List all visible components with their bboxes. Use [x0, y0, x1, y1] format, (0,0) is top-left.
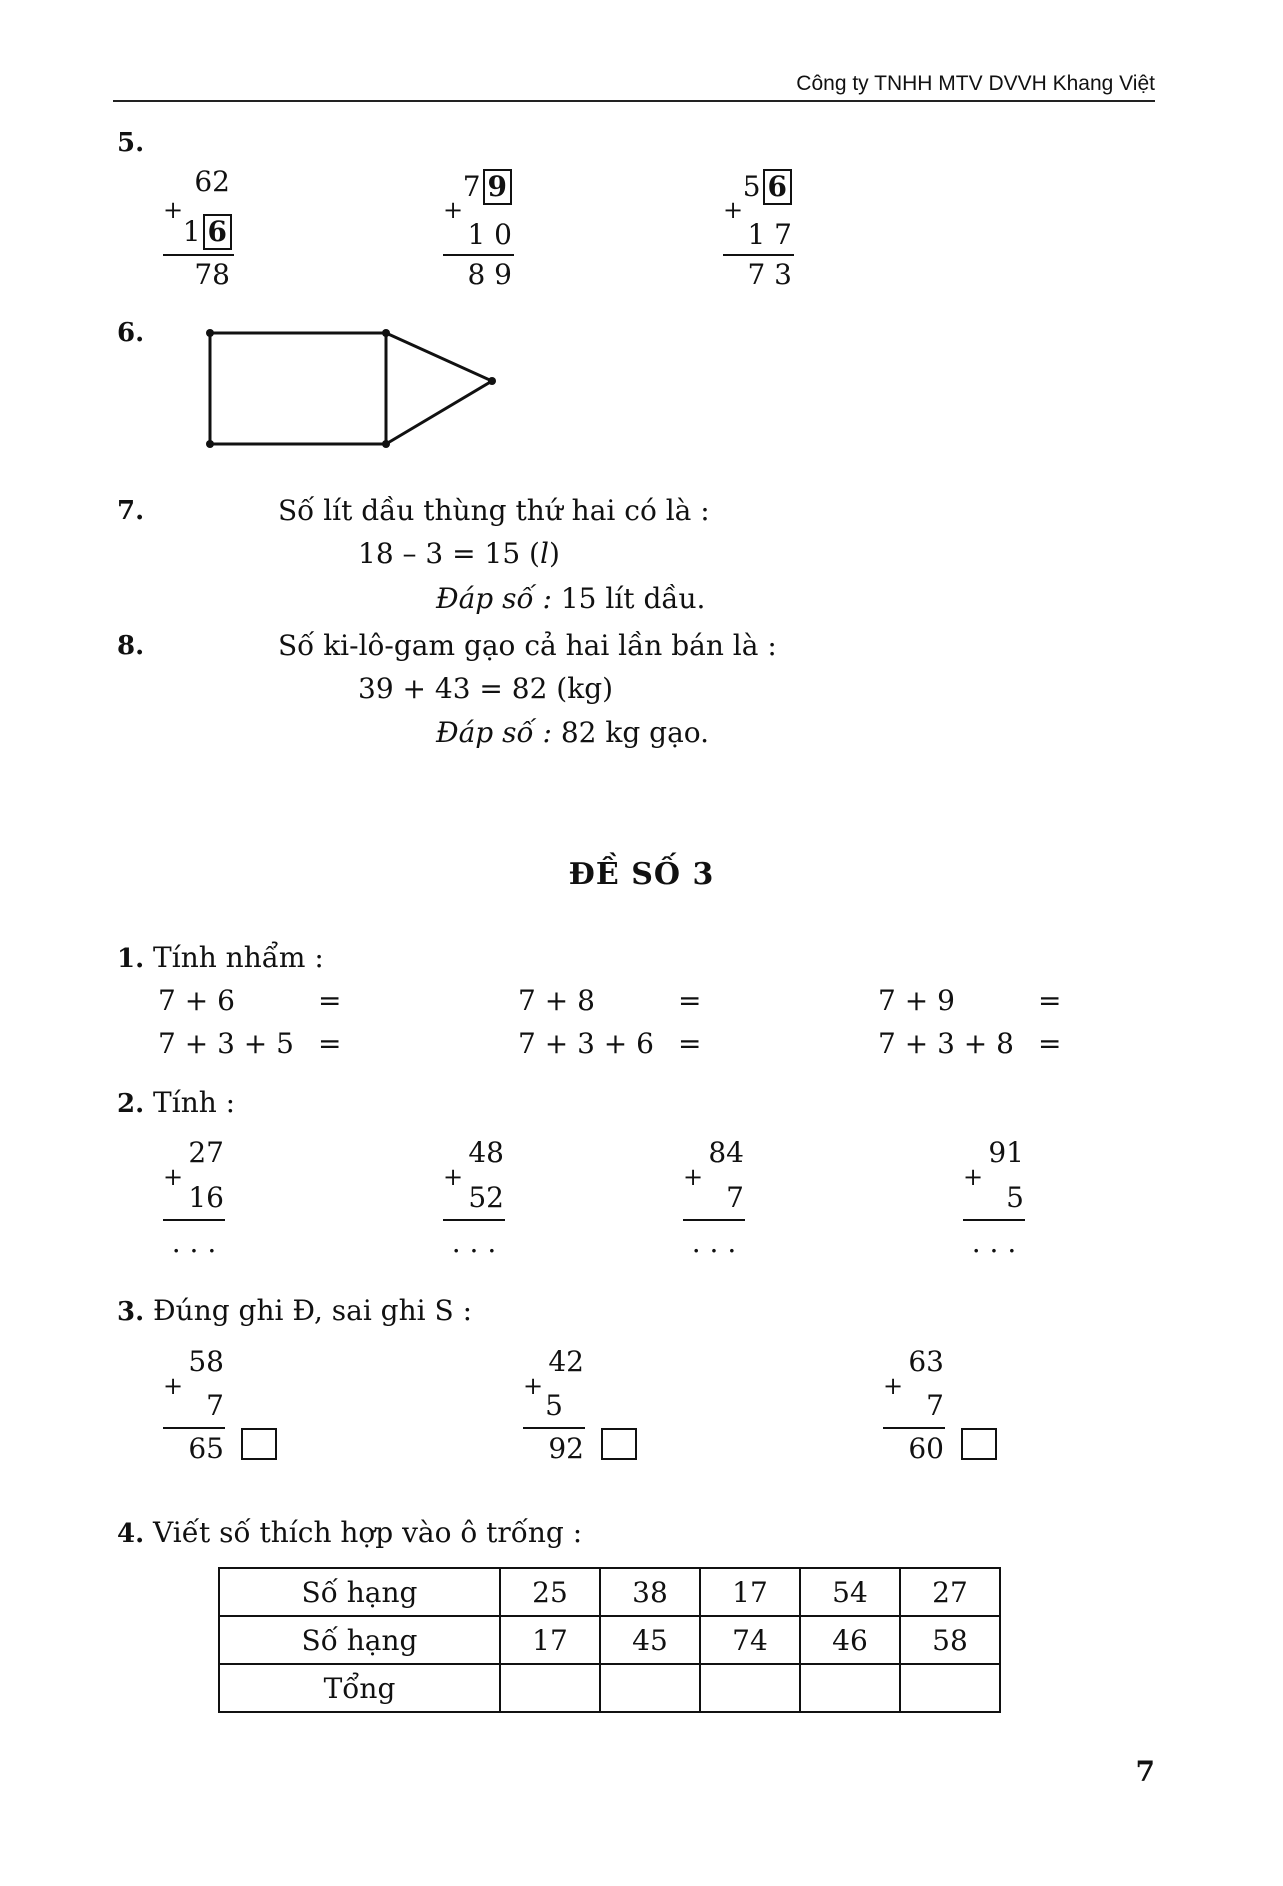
q3-op-rule [523, 1427, 585, 1429]
q4-empty-cell[interactable] [900, 1664, 1000, 1712]
q3-number: 3. [117, 1297, 145, 1327]
q1-equals: = [1038, 1027, 1062, 1060]
ex8-answer [436, 716, 709, 749]
q1-equals: = [1038, 984, 1062, 1017]
q1-equals: = [678, 1027, 702, 1060]
q4-table [218, 1567, 1001, 1713]
ex6-vertex [206, 440, 214, 448]
q2-op-rule [683, 1219, 745, 1221]
q2-op-plus: + [963, 1163, 984, 1191]
q2-op-rule [963, 1219, 1025, 1221]
ex7-number: 7. [117, 496, 145, 526]
q3-op-plus: + [883, 1372, 904, 1400]
q2-op-top: 91 [988, 1136, 1024, 1169]
q3-answer-box[interactable] [241, 1428, 277, 1460]
q4-cell: 25 [500, 1568, 600, 1616]
ex6-vertex [382, 329, 390, 337]
ex6-rectangle [210, 333, 386, 444]
ex8-number: 8. [117, 631, 145, 661]
q2-op-rule [163, 1219, 225, 1221]
q3-op-result: 65 [188, 1432, 224, 1465]
q3-op-bottom: 7 [926, 1389, 944, 1422]
ex5-op2-bottom: 1 0 [467, 218, 512, 251]
ex5-op1-result: 78 [194, 258, 230, 291]
q4-cell: 38 [600, 1568, 700, 1616]
q4-row-sum [219, 1664, 1000, 1712]
q3-heading [117, 1294, 472, 1327]
q4-cell: 17 [700, 1568, 800, 1616]
q4-empty-cell[interactable] [800, 1664, 900, 1712]
q3-op-plus: + [163, 1372, 184, 1400]
ex5-op1-boxed-digit: 6 [203, 214, 232, 250]
q2-op-top: 84 [708, 1136, 744, 1169]
ex5-op2-boxed-digit: 9 [483, 169, 512, 205]
q3-label: Đúng ghi Đ, sai ghi S : [144, 1294, 473, 1327]
q4-label: Viết số thích hợp vào ô trống : [144, 1516, 583, 1549]
ex8-answer-label: Đáp số : [436, 716, 552, 749]
q3-answer-box[interactable] [961, 1428, 997, 1460]
q4-cell: 17 [500, 1616, 600, 1664]
q1-number: 1. [117, 944, 145, 974]
ex5-op3-bottom: 1 7 [747, 218, 792, 251]
q4-number: 4. [117, 1519, 145, 1549]
page-number: 7 [1135, 1755, 1155, 1788]
publisher-header: Công ty TNHH MTV DVVH Khang Việt [796, 72, 1155, 95]
ex5-op3-plus: + [723, 196, 744, 224]
q2-op-bottom: 7 [726, 1181, 744, 1214]
q2-op-top: 27 [188, 1136, 224, 1169]
ex7-answer-value: 15 lít dầu. [551, 582, 706, 615]
ex5-op1-bottom [170, 214, 232, 250]
q2-op-result: . . . [451, 1226, 497, 1259]
q1-equals: = [318, 984, 342, 1017]
ex7-calc-main: 18 – 3 = 15 ( [358, 537, 540, 570]
q3-answer-box[interactable] [601, 1428, 637, 1460]
ex5-op1-top: 62 [194, 165, 230, 198]
q2-op-rule [443, 1219, 505, 1221]
ex6-vertex [206, 329, 214, 337]
q1-expression: 7 + 3 + 8 [878, 1027, 1014, 1060]
ex7-statement: Số lít dầu thùng thứ hai có là : [278, 494, 710, 527]
q2-op-result: . . . [971, 1226, 1017, 1259]
q2-op-result: . . . [171, 1226, 217, 1259]
ex6-vertex [488, 377, 496, 385]
q4-empty-cell[interactable] [600, 1664, 700, 1712]
q1-equals: = [678, 984, 702, 1017]
q4-empty-cell[interactable] [500, 1664, 600, 1712]
q3-op-bottom: 5 [545, 1389, 563, 1422]
q4-cell: 58 [900, 1616, 1000, 1664]
ex6-vertex [382, 440, 390, 448]
ex7-answer [436, 582, 705, 615]
ex5-op2-top-digit: 7 [462, 170, 481, 203]
q3-op-top: 63 [908, 1345, 944, 1378]
q2-heading [117, 1086, 235, 1119]
ex5-number: 5. [117, 128, 145, 158]
ex5-op1-bottom-digit: 1 [182, 215, 201, 248]
q3-op-rule [883, 1427, 945, 1429]
q2-label: Tính : [144, 1086, 236, 1119]
ex6-number: 6. [117, 318, 145, 348]
q4-empty-cell[interactable] [700, 1664, 800, 1712]
section-title: ĐỀ SỐ 3 [568, 857, 715, 892]
ex7-calc-unit: l [539, 537, 549, 570]
q2-number: 2. [117, 1089, 145, 1119]
ex5-op2-result: 8 9 [467, 258, 512, 291]
q1-equals: = [318, 1027, 342, 1060]
q2-op-top: 48 [468, 1136, 504, 1169]
ex5-op3-boxed-digit: 6 [763, 169, 792, 205]
ex8-calculation: 39 + 43 = 82 (kg) [358, 672, 614, 705]
q1-expression: 7 + 9 [878, 984, 955, 1017]
q4-row-label: Số hạng [219, 1568, 500, 1616]
ex5-op3-result: 7 3 [747, 258, 792, 291]
q2-op-plus: + [163, 1163, 184, 1191]
ex7-answer-label: Đáp số : [436, 582, 552, 615]
ex5-op2-rule [443, 254, 514, 256]
ex5-op1-rule [163, 254, 234, 256]
q4-cell: 46 [800, 1616, 900, 1664]
ex6-triangle [386, 333, 492, 444]
q3-op-result: 60 [908, 1432, 944, 1465]
q4-heading [117, 1516, 582, 1549]
q2-op-bottom: 52 [468, 1181, 504, 1214]
q2-op-plus: + [443, 1163, 464, 1191]
ex6-shape-figure [200, 325, 510, 455]
ex8-statement: Số ki-lô-gam gạo cả hai lần bán là : [278, 629, 777, 662]
q1-expression: 7 + 3 + 6 [518, 1027, 654, 1060]
q3-op-top: 58 [188, 1345, 224, 1378]
q4-row-label: Số hạng [219, 1616, 500, 1664]
q2-op-bottom: 5 [1006, 1181, 1024, 1214]
q1-label: Tính nhẩm : [144, 941, 324, 974]
q1-heading [117, 941, 324, 974]
ex5-op3-rule [723, 254, 794, 256]
header-rule [113, 100, 1155, 102]
q3-op-bottom: 7 [206, 1389, 224, 1422]
ex5-op1-plus: + [163, 196, 184, 224]
q2-op-bottom: 16 [188, 1181, 224, 1214]
q4-cell: 54 [800, 1568, 900, 1616]
ex8-answer-value: 82 kg gạo. [551, 716, 710, 749]
q4-cell: 45 [600, 1616, 700, 1664]
q3-op-top: 42 [548, 1345, 584, 1378]
q3-op-result: 92 [548, 1432, 584, 1465]
q4-row-label: Tổng [219, 1664, 500, 1712]
q1-expression: 7 + 3 + 5 [158, 1027, 294, 1060]
ex7-calc-close: ) [548, 537, 560, 570]
ex7-calculation [358, 537, 560, 570]
q2-op-plus: + [683, 1163, 704, 1191]
q3-op-plus: + [523, 1372, 544, 1400]
q3-op-rule [163, 1427, 225, 1429]
q4-cell: 74 [700, 1616, 800, 1664]
q2-op-result: . . . [691, 1226, 737, 1259]
q1-expression: 7 + 8 [518, 984, 595, 1017]
q4-cell: 27 [900, 1568, 1000, 1616]
q1-expression: 7 + 6 [158, 984, 235, 1017]
ex5-op3-top-digit: 5 [742, 170, 761, 203]
ex5-op2-plus: + [443, 196, 464, 224]
q4-row-addend-2 [219, 1616, 1000, 1664]
q4-row-addend-1 [219, 1568, 1000, 1616]
